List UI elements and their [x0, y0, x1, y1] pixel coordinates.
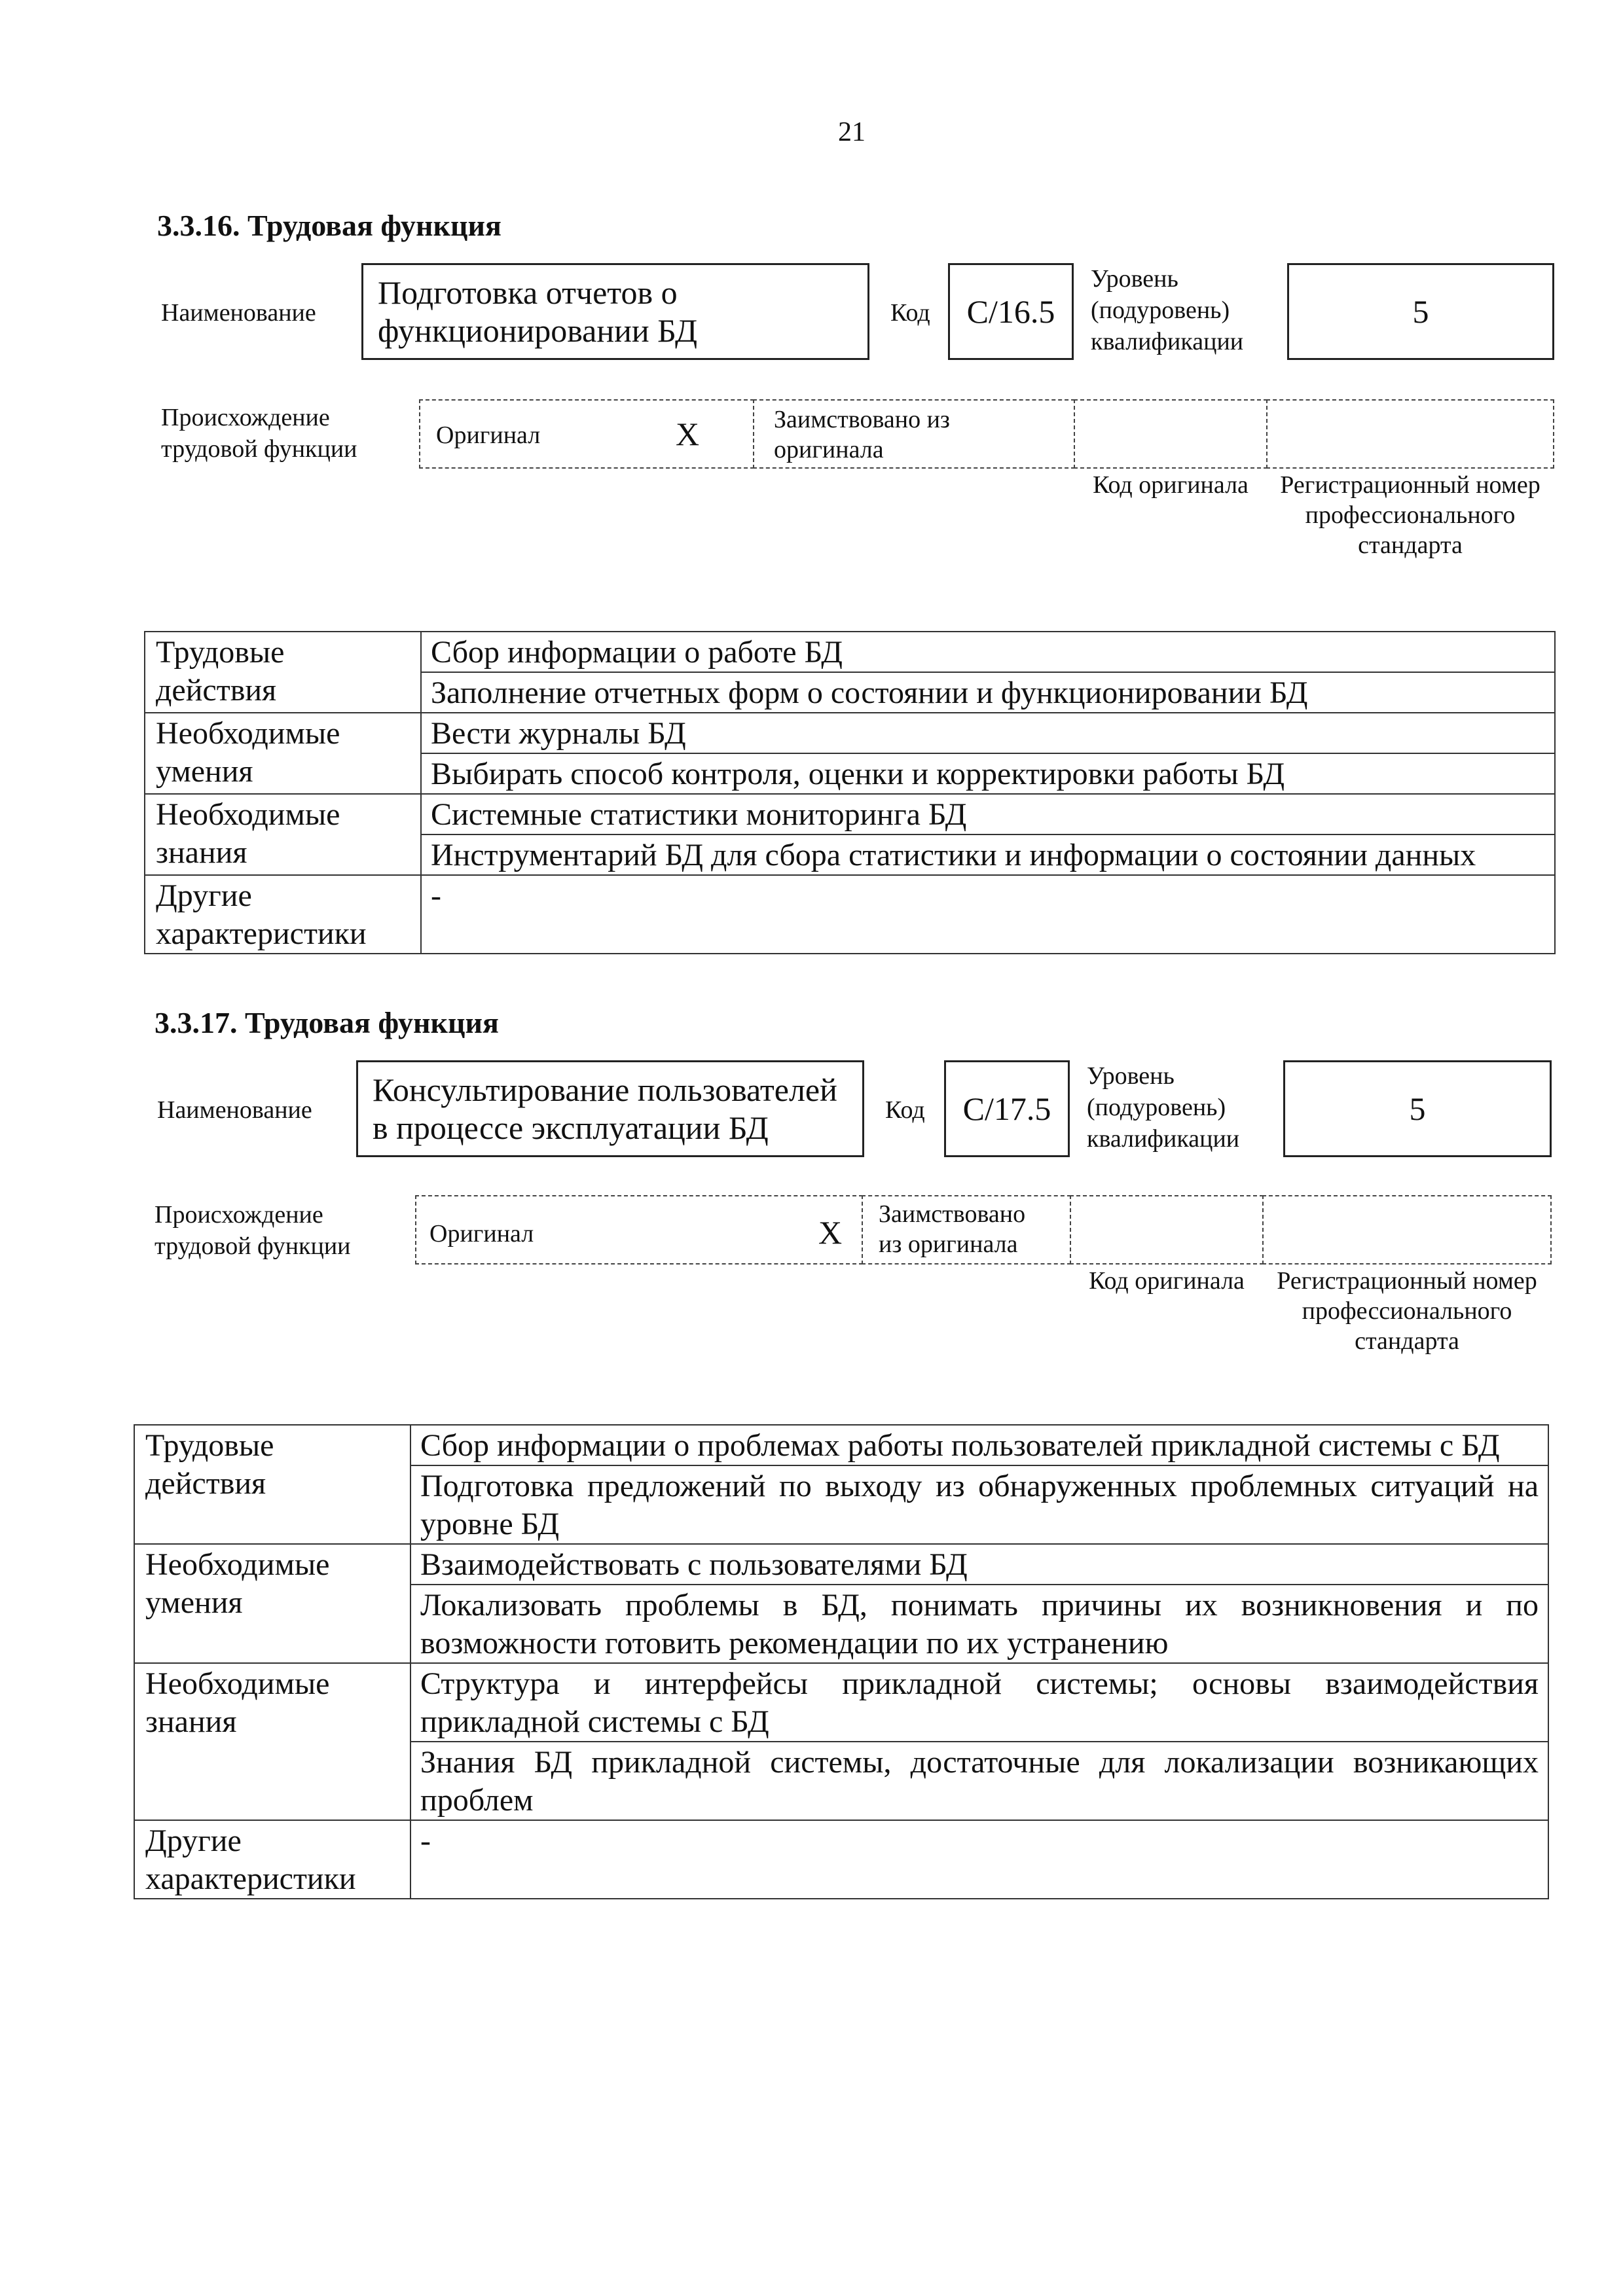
- original-mark: X: [676, 416, 700, 452]
- row-category: Необходимые умения: [145, 713, 421, 794]
- function-name: Подготовка отчетов о функционировании БД: [378, 274, 698, 349]
- code-original-cell: [1070, 1195, 1264, 1265]
- borrowed-label: Заимствовано из оригинала: [774, 406, 950, 463]
- row-item: Знания БД прикладной системы, достаточные для локализации возникающих проблем: [410, 1742, 1548, 1820]
- origin-label: Происхождение трудовой функции: [155, 1201, 351, 1260]
- borrowed-cell: [862, 1195, 1071, 1265]
- borrowed-cell: [753, 399, 1075, 469]
- row-item: Сбор информации о работе БД: [421, 632, 1555, 672]
- row-item: -: [410, 1820, 1548, 1899]
- code-label: Код: [885, 1096, 925, 1124]
- origin-label: Происхождение трудовой функции: [161, 404, 357, 463]
- reg-number-caption: Регистрационный номер профессионального стандарта: [1277, 1267, 1537, 1355]
- row-item: Выбирать способ контроля, оценки и корректировки работы БД: [421, 753, 1555, 794]
- function-table: [144, 631, 1556, 954]
- row-item: Локализовать проблемы в БД, понимать причины их возникновения и по возможности готовить рекомендации по их устранению: [410, 1585, 1548, 1663]
- function-name-box: [356, 1060, 864, 1157]
- row-item: Заполнение отчетных форм о состоянии и функционировании БД: [421, 672, 1555, 713]
- table-row: [134, 1425, 1548, 1465]
- row-item: Структура и интерфейсы прикладной системы; основы взаимодействия прикладной системы с БД: [410, 1663, 1548, 1742]
- original-cell: [419, 399, 754, 469]
- row-item: Инструментарий БД для сбора статистики и информации о состоянии данных: [421, 834, 1555, 875]
- table-row: [145, 794, 1555, 834]
- row-category: Необходимые умения: [134, 1544, 410, 1663]
- row-item: Вести журналы БД: [421, 713, 1555, 753]
- function-table: [134, 1424, 1549, 1899]
- row-item: Системные статистики мониторинга БД: [421, 794, 1555, 834]
- table-row: [145, 713, 1555, 753]
- reg-number-cell: [1266, 399, 1554, 469]
- name-label: Наименование: [157, 1096, 312, 1124]
- row-category: Другие характеристики: [134, 1820, 410, 1899]
- row-category: Трудовые действия: [145, 632, 421, 713]
- table-row: [134, 1663, 1548, 1742]
- reg-number-caption: Регистрационный номер профессионального стандарта: [1280, 471, 1541, 559]
- table-row: [134, 1544, 1548, 1585]
- name-label: Наименование: [161, 299, 316, 327]
- row-category: Трудовые действия: [134, 1425, 410, 1544]
- row-item: Сбор информации о проблемах работы пользователей прикладной системы с БД: [410, 1425, 1548, 1465]
- section-heading: 3.3.16. Трудовая функция: [157, 209, 501, 242]
- table-row: [145, 875, 1555, 954]
- code-box: [948, 263, 1074, 360]
- borrowed-label: Заимствовано из оригинала: [879, 1200, 1026, 1258]
- original-label: Оригинал: [436, 422, 541, 449]
- row-item: Подготовка предложений по выходу из обнаруженных проблемных ситуаций на уровне БД: [410, 1465, 1548, 1544]
- code-original-cell: [1074, 399, 1267, 469]
- code-original-caption: Код оригинала: [1093, 471, 1249, 499]
- code-value: C/17.5: [962, 1090, 1051, 1127]
- level-label: Уровень (подуровень) квалификации: [1087, 1062, 1240, 1153]
- section-heading: 3.3.17. Трудовая функция: [155, 1006, 499, 1039]
- row-item: -: [421, 875, 1555, 954]
- row-category: Необходимые знания: [145, 794, 421, 875]
- original-cell: [415, 1195, 863, 1265]
- page-number: 21: [838, 117, 866, 147]
- original-label: Оригинал: [429, 1220, 534, 1247]
- table-row: [145, 632, 1555, 672]
- table-row: [134, 1820, 1548, 1899]
- code-box: [944, 1060, 1070, 1157]
- reg-number-cell: [1262, 1195, 1552, 1265]
- level-box: [1283, 1060, 1552, 1157]
- level-label: Уровень (подуровень) квалификации: [1091, 265, 1244, 355]
- level-value: 5: [1412, 293, 1429, 330]
- function-name-box: [361, 263, 869, 360]
- level-box: [1287, 263, 1554, 360]
- row-category: Другие характеристики: [145, 875, 421, 954]
- code-label: Код: [890, 299, 930, 327]
- code-value: C/16.5: [966, 293, 1055, 330]
- original-mark: X: [818, 1214, 843, 1251]
- row-item: Взаимодействовать с пользователями БД: [410, 1544, 1548, 1585]
- code-original-caption: Код оригинала: [1089, 1267, 1245, 1295]
- function-name: Консультирование пользователей в процессе эксплуатации БД: [373, 1071, 837, 1146]
- row-category: Необходимые знания: [134, 1663, 410, 1820]
- level-value: 5: [1409, 1090, 1426, 1127]
